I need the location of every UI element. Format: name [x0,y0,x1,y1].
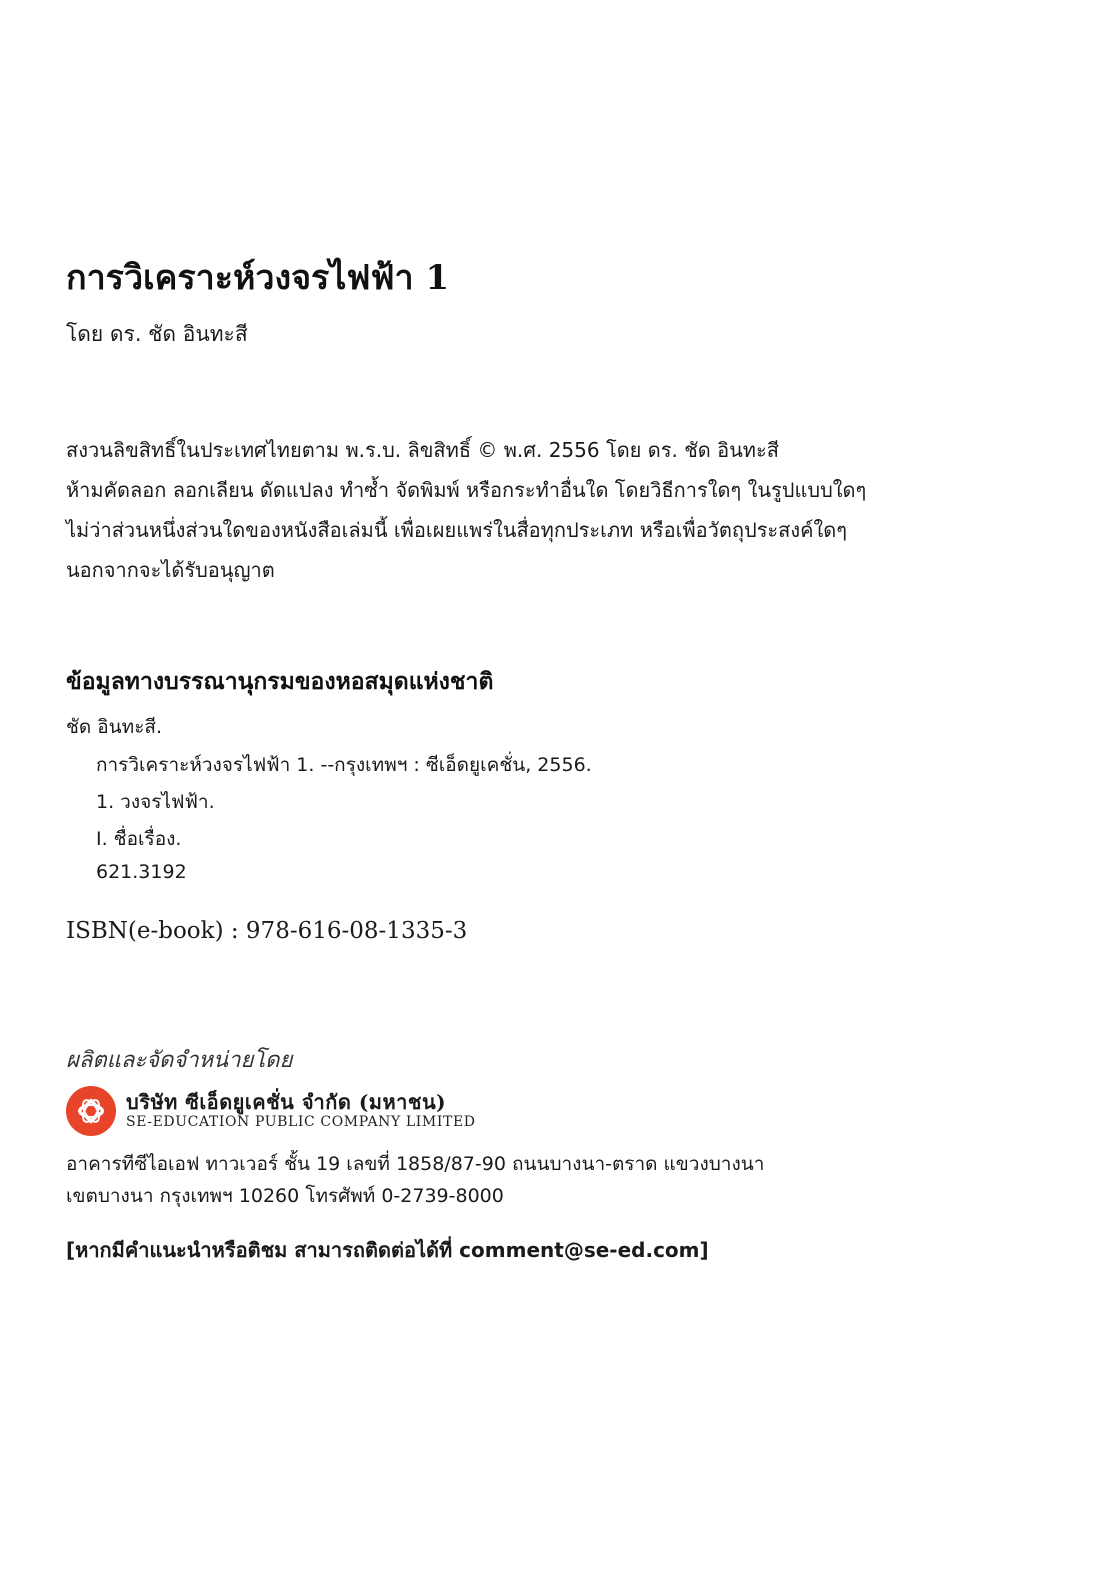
cip-entry: การวิเคราะห์วงจรไฟฟ้า 1. --กรุงเทพฯ : ซีเอ็ดยูเคชั่น, 2556. [96,754,592,776]
copyright-notice [66,430,866,590]
produced-by-label: ผลิตและจัดจำหน่ายโดย [66,1048,293,1073]
isbn: ISBN(e-book) : 978-616-08-1335-3 [66,918,468,944]
cip-classification: 621.3192 [96,861,187,883]
publisher-address [66,1148,764,1212]
cip-subject: 1. วงจรไฟฟ้า. [96,791,215,813]
cip-heading: ข้อมูลทางบรรณานุกรมของหอสมุดแห่งชาติ [66,668,494,695]
cip-author: ชัด อินทะสี. [66,716,163,738]
se-ed-logo-icon [66,1086,116,1136]
copyright-line: นอกจากจะได้รับอนุญาต [66,558,275,582]
feedback-contact: [หากมีคำแนะนำหรือติชม สามารถติดต่อได้ที่ comment@se-ed.com] [66,1238,709,1262]
copyright-line: ห้ามคัดลอก ลอกเลียน ดัดแปลง ทำซ้ำ จัดพิมพ์ หรือกระทำอื่นใด โดยวิธีการใดๆ ในรูปแบบใดๆ [66,478,867,502]
company-name-thai: บริษัท ซีเอ็ดยูเคชั่น จำกัด (มหาชน) [126,1090,447,1114]
copyright-line: ไม่ว่าส่วนหนึ่งส่วนใดของหนังสือเล่มนี้ เพื่อเผยแพร่ในสื่อทุกประเภท หรือเพื่อวัตถุประสงค์ใดๆ [66,518,848,542]
address-line: อาคารทีซีไอเอฟ ทาวเวอร์ ชั้น 19 เลขที่ 1858/87-90 ถนนบางนา-ตราด แขวงบางนา [66,1153,765,1175]
cip-title-entry: I. ชื่อเรื่อง. [96,828,182,850]
address-line: เขตบางนา กรุงเทพฯ 10260 โทรศัพท์ 0-2739-8000 [66,1185,504,1207]
copyright-line: สงวนลิขสิทธิ์ในประเทศไทยตาม พ.ร.บ. ลิขสิทธิ์ © พ.ศ. 2556 โดย ดร. ชัด อินทะสี [66,438,779,462]
company-name-english: SE-EDUCATION PUBLIC COMPANY LIMITED [126,1114,476,1130]
book-title: การวิเคราะห์วงจรไฟฟ้า 1 [66,258,450,298]
author-byline: โดย ดร. ชัด อินทะสี [66,322,248,346]
